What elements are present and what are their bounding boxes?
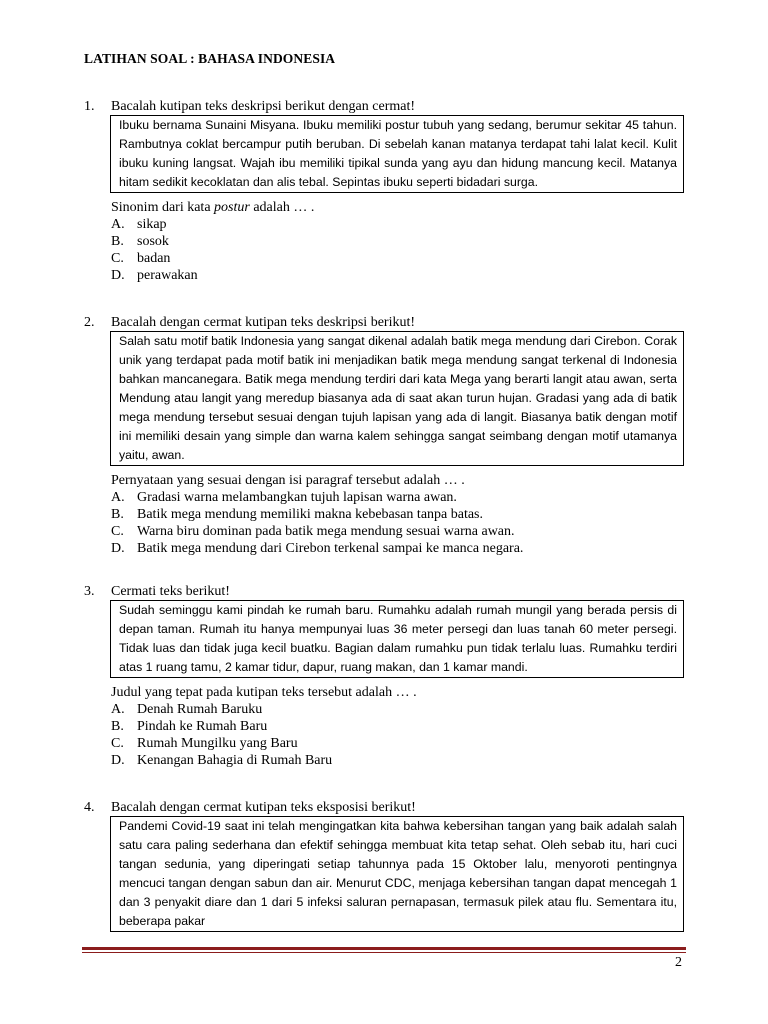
option-b[interactable]: B. Batik mega mendung memiliki makna kebebasan tanpa batas. — [111, 507, 484, 522]
passage-box: Pandemi Covid-19 saat ini telah mengingatkan kita bahwa kebersihan tangan yang baik adalah salah satu cara paling sederhana dan efektif sehingga membuat kita tetap sehat. Oleh sebab itu, hari cuci tangan sedunia, yang diperingati setiap tahunnya pada 15 Oktober lalu, menyoroti pentingnya mencuci tangan dengan sabun dan air. Menurut CDC, menjaga kebersihan tangan dapat mencegah 1 dan 3 penyakit diare dan 1 dari 5 infeksi saluran pernapasan, termasuk pilek atau flu. Sementara itu, beberapa pakar — [110, 816, 684, 932]
question-number: 2. — [84, 315, 95, 330]
question-2 — [84, 314, 684, 557]
passage-box: Ibuku bernama Sunaini Misyana. Ibuku memiliki postur tubuh yang sedang, berumur sekitar 45 tahun. Rambutnya coklat bercampur putih beruban. Di sebelah kanan matanya terdapat tahi lalat kecil. Kulit ibuku kuning langsat. Wajah ibu memiliki tipikal sunda yang ayu dan hidung mancung kecil. Matanya hitam sedikit kecoklatan dan alis tebal. Sepintas ibuku seperti bidadari surga. — [110, 115, 684, 193]
passage-box: Salah satu motif batik Indonesia yang sangat dikenal adalah batik mega mendung dari Cirebon. Corak unik yang terdapat pada motif batik ini menjadikan batik mega mendung sangat terkenal di Indonesia bahkan mancanegara. Batik mega mendung terdiri dari kata Mega yang berarti langit atau awan, serta Mendung atau langit yang meredup biasanya ada di saat akan turun hujan. Gradasi yang ada di batik mega mendung tersebut sesuai dengan tujuh lapisan yang ada di langit. Biasanya batik dengan motif ini memiliki desain yang simple dan warna kalem sehingga sangat seimbang dengan motif utamanya yaitu, awan. — [110, 331, 684, 466]
answer-options — [111, 701, 684, 769]
answer-options — [111, 216, 684, 284]
worksheet-title: LATIHAN SOAL : BAHASA INDONESIA — [84, 51, 336, 66]
question-number: 3. — [84, 584, 95, 599]
option-c[interactable]: C. badan — [111, 251, 171, 266]
answer-options — [111, 489, 684, 557]
question-number: 1. — [84, 99, 95, 114]
option-c[interactable]: C. Rumah Mungilku yang Baru — [111, 736, 298, 751]
question-3 — [84, 583, 684, 769]
question-instruction: Bacalah dengan cermat kutipan teks eksposisi berikut! — [111, 800, 416, 815]
option-a[interactable]: A. Gradasi warna melambangkan tujuh lapisan warna awan. — [111, 490, 457, 505]
option-b[interactable]: B. sosok — [111, 234, 169, 249]
option-d[interactable]: D. perawakan — [111, 268, 198, 283]
question-instruction: Cermati teks berikut! — [111, 584, 230, 599]
question-4 — [84, 799, 684, 932]
question-stem: Sinonim dari kata postur adalah … . — [111, 200, 315, 215]
passage-box: Sudah seminggu kami pindah ke rumah baru. Rumahku adalah rumah mungil yang berada persis di depan taman. Rumah itu hanya mempunyai luas 36 meter persegi dan luas tanah 60 meter persegi. Tidak luas dan tidak juga kecil buatku. Bagian dalam rumahku pun tidak terlalu luas. Rumahku terdiri atas 1 ruang tamu, 2 kamar tidur, dapur, ruang makan, dan 1 kamar mandi. — [110, 600, 684, 678]
option-d[interactable]: D. Kenangan Bahagia di Rumah Baru — [111, 753, 333, 768]
option-c[interactable]: C. Warna biru dominan pada batik mega mendung sesuai warna awan. — [111, 524, 515, 539]
italic-word: postur — [214, 200, 250, 215]
option-b[interactable]: B. Pindah ke Rumah Baru — [111, 719, 268, 734]
question-stem: Pernyataan yang sesuai dengan isi paragraf tersebut adalah … . — [111, 473, 465, 488]
page-number: 2 — [675, 955, 682, 970]
option-d[interactable]: D. Batik mega mendung dari Cirebon terkenal sampai ke manca negara. — [111, 541, 524, 556]
question-instruction: Bacalah kutipan teks deskripsi berikut dengan cermat! — [111, 99, 416, 114]
footer-rule — [82, 947, 686, 950]
question-number: 4. — [84, 800, 95, 815]
footer-rule-thin — [82, 952, 686, 953]
question-1 — [84, 98, 684, 284]
option-a[interactable]: A. sikap — [111, 217, 167, 232]
question-instruction: Bacalah dengan cermat kutipan teks deskripsi berikut! — [111, 315, 416, 330]
question-stem: Judul yang tepat pada kutipan teks tersebut adalah … . — [111, 685, 417, 700]
option-a[interactable]: A. Denah Rumah Baruku — [111, 702, 263, 717]
